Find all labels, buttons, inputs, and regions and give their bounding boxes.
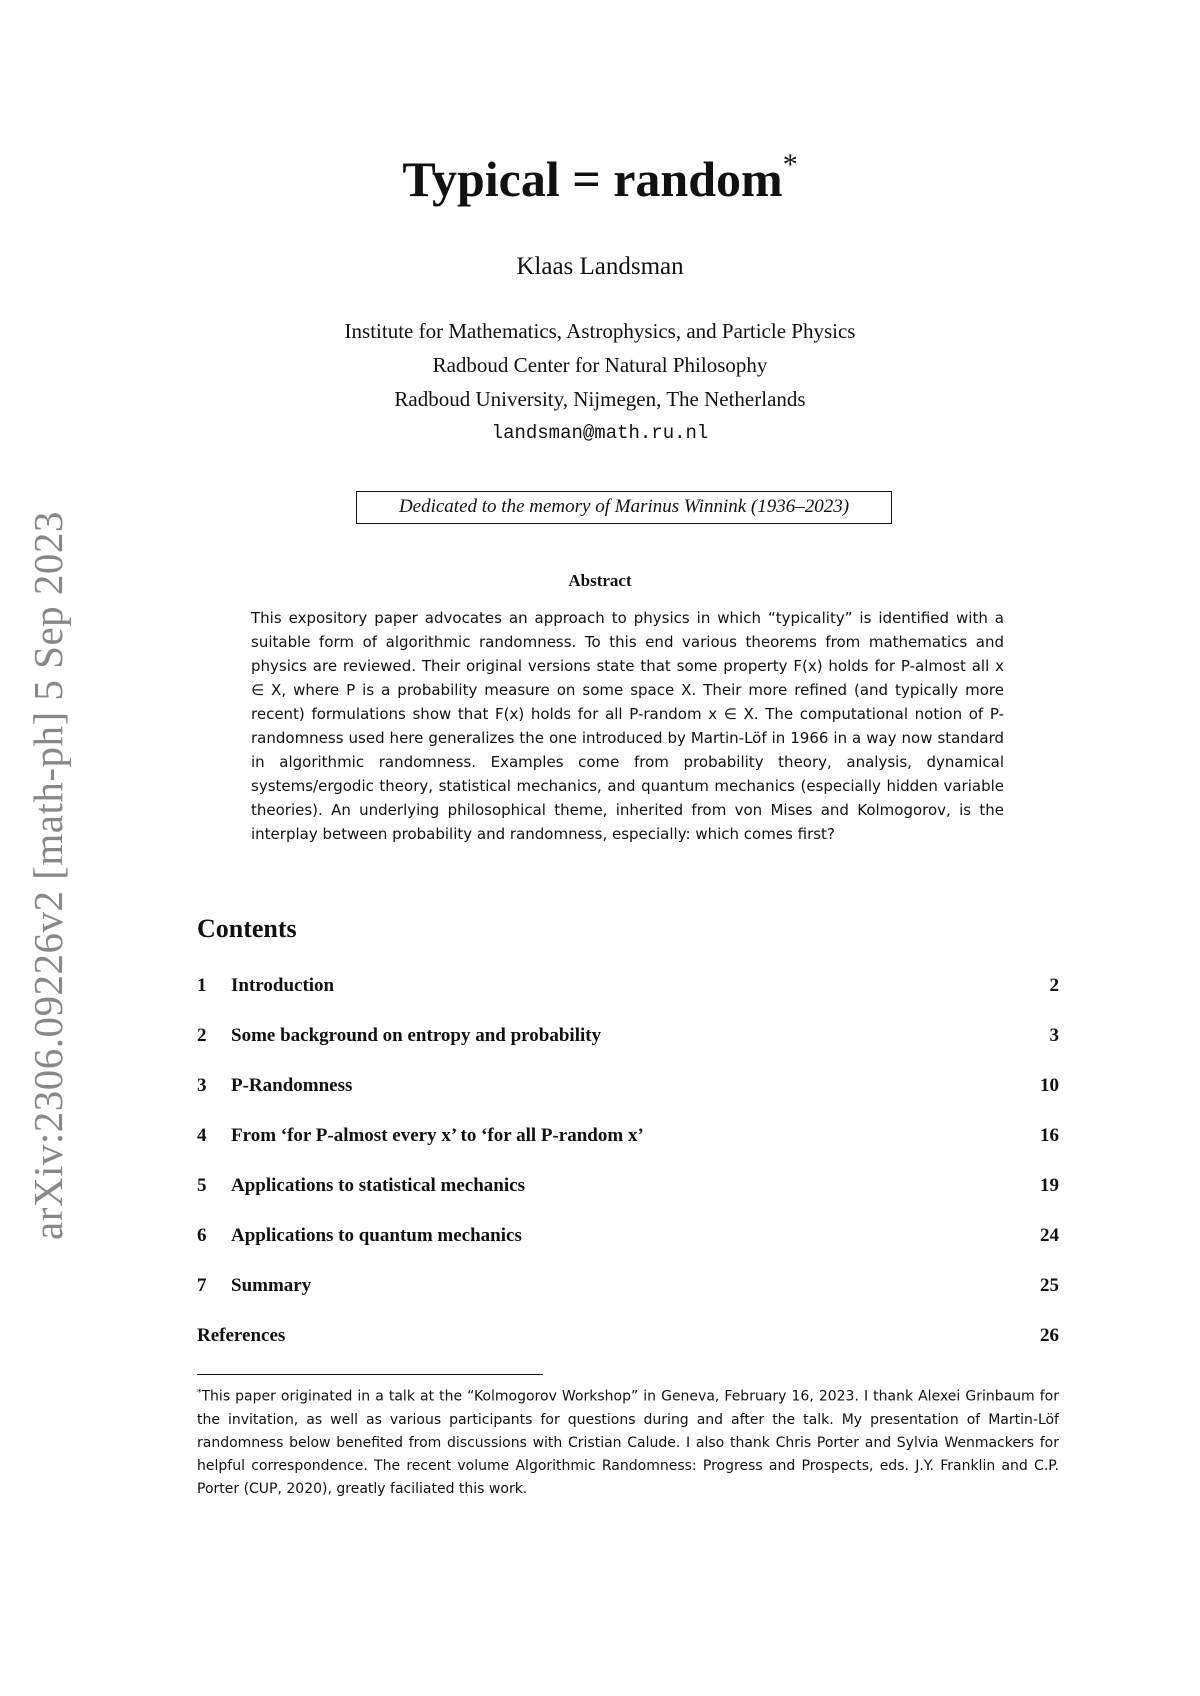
toc-entry-title: P-Randomness [231,1075,353,1096]
footnote-rule [197,1374,543,1375]
toc-entry[interactable] [197,961,1059,1011]
toc-entry[interactable] [197,1211,1059,1261]
author-name: Klaas Landsman [516,253,684,280]
arxiv-identifier: arXiv:2306.09226v2 [math-ph] 5 Sep 2023 [25,511,71,1240]
toc-entry-title: Summary [231,1275,312,1296]
abstract-text: This expository paper advocates an approach to physics in which “typicality” is identified with a suitable form of algorithmic randomness. To this end various theorems from mathematics and physics are reviewed. Their original versions state that some property F(x) holds for P-almost all x ∈ X, where P is a probability measure on some space X. Their more refined (and typically more recent) formulations show that F(x) holds for all P-random x ∈ X. The computational notion of P-randomness used here generalizes the one introduced by Martin-Löf in 1966 in a way now standard in algorithmic randomness. Examples come from probability theory, analysis, dynamical systems/ergodic theory, statistical mechanics, and quantum mechanics (especially hidden variable theories). An underlying philosophical theme, inherited from von Mises and Kolmogorov, is the interplay between probability and randomness, especially: which comes first? [251,609,1004,843]
toc-entry-page: 3 [1049,1025,1059,1046]
toc-entry-title: Applications to statistical mechanics [231,1175,525,1196]
toc-entry-page: 10 [1040,1075,1059,1096]
contents-heading: Contents [197,914,297,943]
toc-entry-page: 2 [1049,975,1059,996]
toc-entry[interactable] [197,1011,1059,1061]
footnote [197,1382,1059,1501]
title-footnote-mark[interactable]: * [782,148,798,181]
toc-entry[interactable] [197,1161,1059,1211]
paper-title [0,148,1200,208]
toc-entry-title: Applications to quantum mechanics [231,1225,522,1246]
toc-entry-title: References [197,1325,286,1346]
toc-entry-page: 16 [1040,1125,1059,1146]
toc-entry-number: 6 [197,1225,207,1246]
toc-entry[interactable] [197,1261,1059,1311]
toc-entry-page: 25 [1040,1275,1059,1296]
affiliation-line: Radboud Center for Natural Philosophy [432,353,768,377]
toc-entry-number: 5 [197,1175,207,1196]
footnote-text: This paper originated in a talk at the “Kolmogorov Workshop” in Geneva, February 16, 2023. I thank Alexei Grinbaum for the invitation, as well as various participants for questions during and after the talk. My presentation of Martin-Löf randomness below benefited from discussions with Cristian Calude. I also thank Chris Porter and Sylvia Wenmackers for helpful correspondence. The recent volume Algorithmic Randomness: Progress and Prospects, eds. J.Y. Franklin and C.P. Porter (CUP, 2020), greatly faciliated this work. [197,1388,1059,1497]
toc-entry-number: 7 [197,1275,207,1296]
toc-entry-page: 19 [1040,1175,1059,1196]
title-text: Typical = random [402,151,783,207]
author-email[interactable]: landsman@math.ru.nl [491,422,709,444]
toc-entry-page: 24 [1040,1225,1059,1246]
toc-entry[interactable] [197,1111,1059,1161]
toc-entry-number: 1 [197,975,207,996]
table-of-contents [197,961,1059,1361]
footnote-mark: * [197,1388,202,1398]
affiliation-line: Institute for Mathematics, Astrophysics, and Particle Physics [344,319,856,343]
toc-entry-number: 2 [197,1025,207,1046]
abstract-heading: Abstract [568,571,632,590]
toc-entry-number: 3 [197,1075,207,1096]
toc-entry-title: Some background on entropy and probability [231,1025,602,1046]
toc-entry-references[interactable] [197,1311,1059,1361]
affiliation-line: Radboud University, Nijmegen, The Netherlands [394,387,806,411]
toc-entry-page: 26 [1040,1325,1059,1346]
affiliation-block [0,314,1200,450]
toc-entry-title: From ‘for P-almost every x’ to ‘for all P-random x’ [231,1125,644,1146]
dedication-box: Dedicated to the memory of Marinus Winnink (1936–2023) [356,491,892,524]
toc-entry[interactable] [197,1061,1059,1111]
toc-entry-number: 4 [197,1125,207,1146]
toc-entry-title: Introduction [231,975,335,996]
